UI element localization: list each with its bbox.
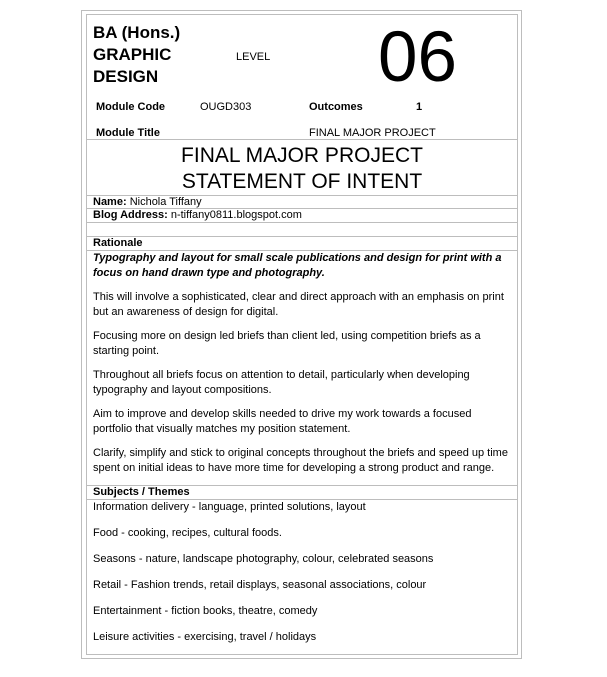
rationale-lead: Typography and layout for small scale publications and design for print with a focus on hand drawn type and photography. xyxy=(93,252,502,279)
module-title-value: FINAL MAJOR PROJECT xyxy=(309,127,436,139)
subject-item: Retail - Fashion trends, retail displays, seasonal associations, colour xyxy=(93,579,427,591)
subject-item: Information delivery - language, printed solutions, layout xyxy=(93,501,366,513)
outcomes-value: 1 xyxy=(416,101,423,113)
divider xyxy=(86,222,518,223)
student-name-row xyxy=(93,196,202,208)
module-code-label: Module Code xyxy=(96,101,166,113)
blog-address-row xyxy=(93,209,302,221)
divider xyxy=(86,139,518,140)
blog-address-link[interactable]: n-tiffany0811.blogspot.com xyxy=(170,209,302,221)
rationale-heading: Rationale xyxy=(93,237,143,249)
outcomes-label: Outcomes xyxy=(309,101,363,113)
rationale-paragraph: Focusing more on design led briefs than client led, using competition briefs as a starting point. xyxy=(93,330,481,357)
level-number: 06 xyxy=(378,18,457,97)
document-title-line-1: FINAL MAJOR PROJECT xyxy=(181,144,423,167)
subject-item: Entertainment - fiction books, theatre, comedy xyxy=(93,605,318,617)
subject-item: Seasons - nature, landscape photography, colour, celebrated seasons xyxy=(93,553,434,565)
student-name-value: Nichola Tiffany xyxy=(129,196,202,208)
module-code-value: OUGD303 xyxy=(200,101,252,113)
divider xyxy=(86,499,518,500)
rationale-paragraph: This will involve a sophisticated, clear and direct approach with an emphasis on print but an awareness of design for digital. xyxy=(93,291,504,318)
document-title-line-2: STATEMENT OF INTENT xyxy=(181,170,423,193)
divider xyxy=(86,236,518,237)
rationale-paragraph: Throughout all briefs focus on attention to detail, particularly when developing typography and layout compositions. xyxy=(93,369,470,396)
rationale-paragraph: Aim to improve and develop skills needed to drive my work towards a focused portfolio that visually matches my position statement. xyxy=(93,408,472,435)
subjects-heading: Subjects / Themes xyxy=(93,486,190,498)
programme-title: BA (Hons.) GRAPHIC DESIGN xyxy=(93,23,181,86)
subject-item: Leisure activities - exercising, travel / holidays xyxy=(93,631,317,643)
level-label: LEVEL xyxy=(236,51,271,63)
rationale-paragraph: Clarify, simplify and stick to original concepts throughout the briefs and speed up time spent on initial ideas to have more time for developing a strong product and range. xyxy=(93,447,508,474)
blog-address-label: Blog Address: xyxy=(93,209,168,221)
subject-item: Food - cooking, recipes, cultural foods. xyxy=(93,527,282,539)
student-name-label: Name: xyxy=(93,196,127,208)
module-title-label: Module Title xyxy=(96,127,160,139)
